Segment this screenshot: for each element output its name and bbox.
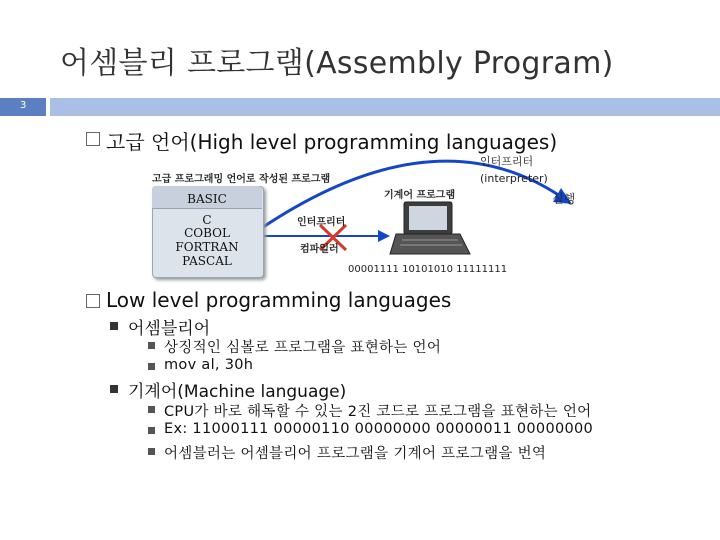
binary-code: 00001111 10101010 11111111 [348, 264, 508, 275]
bullet-machine: 기계어(Machine language) [128, 382, 347, 402]
interpreter-en-label: (interpreter) [480, 172, 548, 185]
bullet-square-icon [148, 363, 155, 370]
bullet-assembly-desc: 상징적인 심볼로 프로그램을 표현하는 언어 [164, 340, 442, 356]
bullet-machine-example: Ex: 11000111 00000110 00000000 00000011 00000000 [164, 421, 594, 437]
bullet-square-icon [148, 342, 155, 349]
language-pascal: PASCAL [182, 254, 232, 268]
interpreter-crossed-label: 인터프리터 [297, 217, 346, 228]
bullet-assembly-example: mov al, 30h [164, 357, 254, 373]
page-number: 3 [20, 100, 27, 111]
compiler-arrowhead [378, 230, 390, 242]
bullet-square-icon [110, 322, 118, 330]
bullet-square-icon [148, 427, 155, 434]
machine-program-label: 기계어 프로그램 [384, 190, 456, 201]
bullet-square-icon [148, 448, 155, 455]
execute-label: 실행 [552, 192, 576, 206]
language-fortran: FORTRAN [175, 240, 239, 254]
bullet-square-icon [110, 385, 118, 393]
compiler-label: 컴파일러 [300, 244, 339, 255]
interpreter-label: 인터프리터 [480, 155, 534, 168]
bullet-box-icon [86, 294, 100, 308]
slide-title: 어셈블리 프로그램(Assembly Program) [60, 46, 614, 81]
bullet-square-icon [148, 406, 155, 413]
bullet-low-level: Low level programming languages [106, 288, 452, 312]
language-c: C [202, 213, 212, 227]
languages-caption: 고급 프로그래밍 언어로 작성된 프로그램 [152, 174, 331, 185]
language-basic: BASIC [187, 192, 227, 206]
language-cobol: COBOL [184, 226, 230, 240]
bullet-assembler: 어셈블러는 어셈블리어 프로그램을 기계어 프로그램을 번역 [164, 446, 547, 462]
bullet-high-level: 고급 언어(High level programming languages) [106, 130, 558, 154]
laptop-icon [390, 202, 470, 254]
bullet-machine-desc: CPU가 바로 해독할 수 있는 2진 코드로 프로그램을 표현하는 언어 [164, 404, 592, 420]
bullet-assembly: 어셈블리어 [128, 319, 211, 339]
